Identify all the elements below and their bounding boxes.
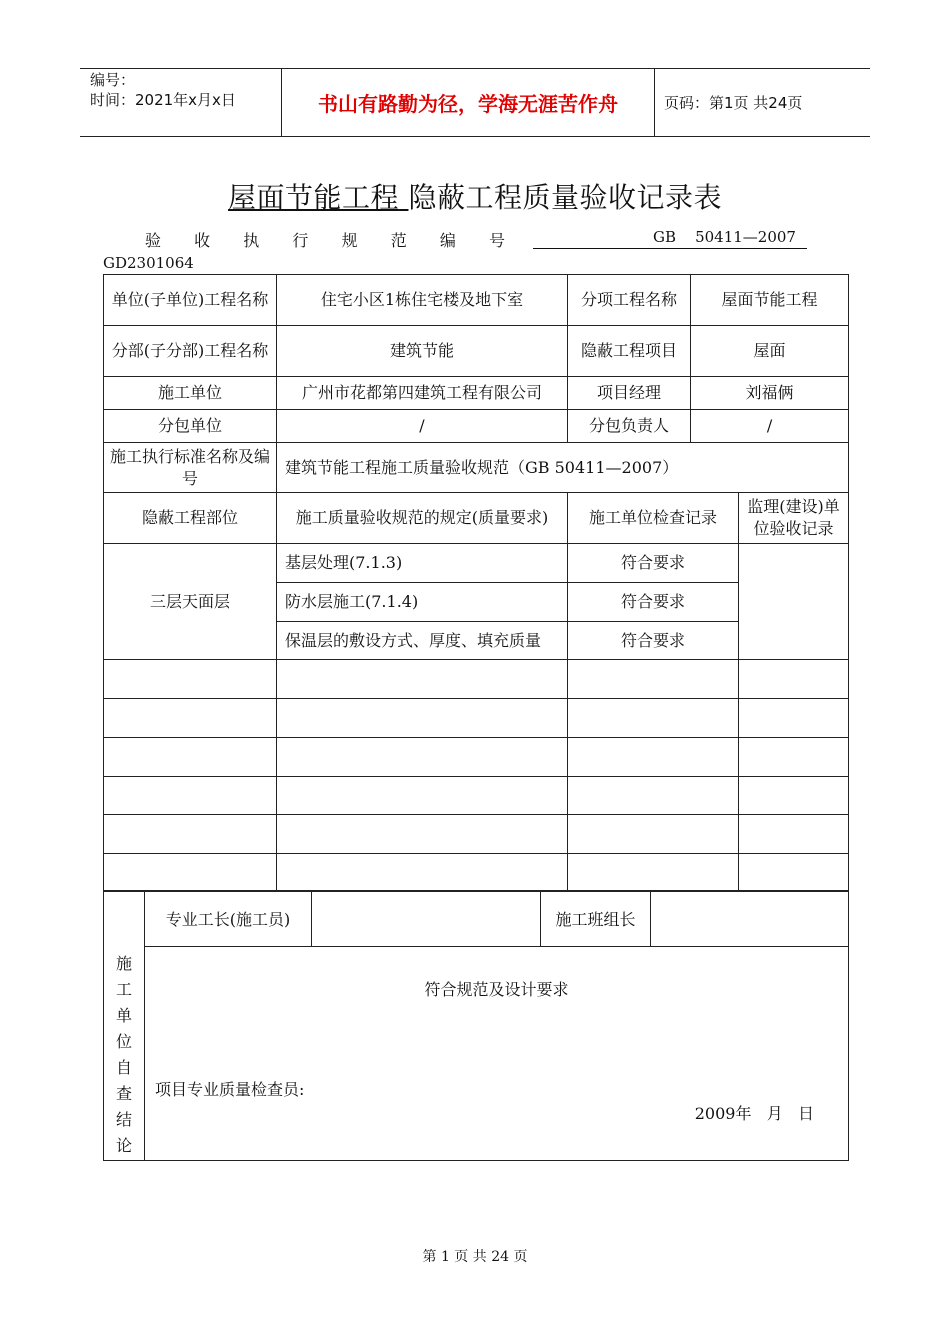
subcontractor-label: 分包单位 — [104, 410, 277, 443]
contractor-value: 广州市花都第四建筑工程有限公司 — [277, 377, 568, 410]
spec-label-char: 范 — [390, 231, 407, 250]
col-part: 隐蔽工程部位 — [104, 493, 277, 544]
table-row — [104, 544, 849, 583]
subcontractor-value: / — [277, 410, 568, 443]
col-supervisor: 监理(建设)单位验收记录 — [739, 493, 849, 544]
empty-row — [104, 738, 849, 777]
record-table — [103, 274, 849, 892]
spec-label-char: 行 — [292, 231, 309, 250]
spec-label-char: 号 — [488, 231, 505, 250]
col-check-record: 施工单位检查记录 — [568, 493, 739, 544]
page-info: 页码：第1页 共24页 — [664, 94, 803, 112]
sub-lead-value: / — [691, 410, 849, 443]
time-label: 时间：2021年x月x日 — [90, 91, 236, 109]
conclusion-text: 符合规范及设计要求 — [424, 980, 569, 1000]
pm-value: 刘福俩 — [691, 377, 849, 410]
spec-label — [145, 228, 505, 251]
page-footer: 第 1 页 共 24 页 — [422, 1249, 528, 1265]
location-cell: 三层天面层 — [104, 544, 277, 660]
team-lead-label: 施工班组长 — [541, 891, 651, 947]
table-row — [104, 377, 849, 410]
title-part-1: 屋面节能工程 — [228, 181, 400, 214]
division-value: 建筑节能 — [277, 326, 568, 377]
spec-label-char: 规 — [341, 231, 358, 250]
table-row — [104, 326, 849, 377]
spec-label-char: 收 — [194, 231, 211, 250]
pm-label: 项目经理 — [568, 377, 691, 410]
foreman-label: 专业工长(施工员) — [145, 891, 312, 947]
table-row — [104, 947, 849, 1161]
spec-label-char: 执 — [243, 231, 260, 250]
conclusion-body — [145, 947, 849, 1161]
record-cell: 符合要求 — [568, 622, 739, 660]
sub-lead-label: 分包负责人 — [568, 410, 691, 443]
table-row — [104, 443, 849, 493]
requirement-cell: 防水层施工(7.1.4) — [277, 583, 568, 622]
division-label: 分部(子分部)工程名称 — [104, 326, 277, 377]
spec-line — [145, 228, 807, 251]
supervisor-cell — [739, 544, 849, 660]
header-divider — [281, 68, 282, 136]
conclusion-side-label — [104, 891, 145, 1161]
header-bottom-rule — [80, 136, 870, 137]
subitem-value: 屋面节能工程 — [691, 275, 849, 326]
foreman-value — [312, 891, 541, 947]
subitem-label: 分项工程名称 — [568, 275, 691, 326]
record-cell: 符合要求 — [568, 544, 739, 583]
empty-row — [104, 660, 849, 699]
spec-label-char: 验 — [145, 231, 162, 250]
table-row — [104, 410, 849, 443]
table-row — [104, 891, 849, 947]
standard-value: 建筑节能工程施工质量验收规范（GB 50411—2007） — [277, 443, 849, 493]
spec-label-char: 编 — [439, 231, 456, 250]
unit-value: 住宅小区1栋住宅楼及地下室 — [277, 275, 568, 326]
empty-row — [104, 777, 849, 815]
empty-row — [104, 815, 849, 854]
team-lead-value — [651, 891, 849, 947]
col-requirement: 施工质量验收规范的规定(质量要求) — [277, 493, 568, 544]
header-meta — [90, 70, 236, 110]
hidden-value: 屋面 — [691, 326, 849, 377]
side-label-text: 施工单位自查结论 — [115, 954, 132, 1155]
spec-code: GD2301064 — [103, 254, 194, 272]
table-row — [104, 275, 849, 326]
number-label: 编号： — [90, 71, 136, 89]
spec-value: GB 50411—2007 — [653, 228, 796, 246]
inspector-label: 项目专业质量检查员: — [155, 1080, 305, 1100]
requirement-cell: 基层处理(7.1.3) — [277, 544, 568, 583]
empty-row — [104, 699, 849, 738]
hidden-label: 隐蔽工程项目 — [568, 326, 691, 377]
motto: 书山有路勤为径，学海无涯苦作舟 — [318, 91, 618, 116]
conclusion-date: 2009年 月 日 — [694, 1104, 814, 1124]
conclusion-table — [103, 890, 849, 1161]
standard-label: 施工执行标准名称及编号 — [104, 443, 277, 493]
header-divider — [654, 68, 655, 136]
contractor-label: 施工单位 — [104, 377, 277, 410]
page-title — [0, 176, 950, 216]
table-header-row — [104, 493, 849, 544]
record-cell: 符合要求 — [568, 583, 739, 622]
requirement-cell: 保温层的敷设方式、厚度、填充质量 — [277, 622, 568, 660]
title-part-2: 隐蔽工程质量验收记录表 — [408, 181, 722, 214]
unit-label: 单位(子单位)工程名称 — [104, 275, 277, 326]
empty-row — [104, 854, 849, 892]
